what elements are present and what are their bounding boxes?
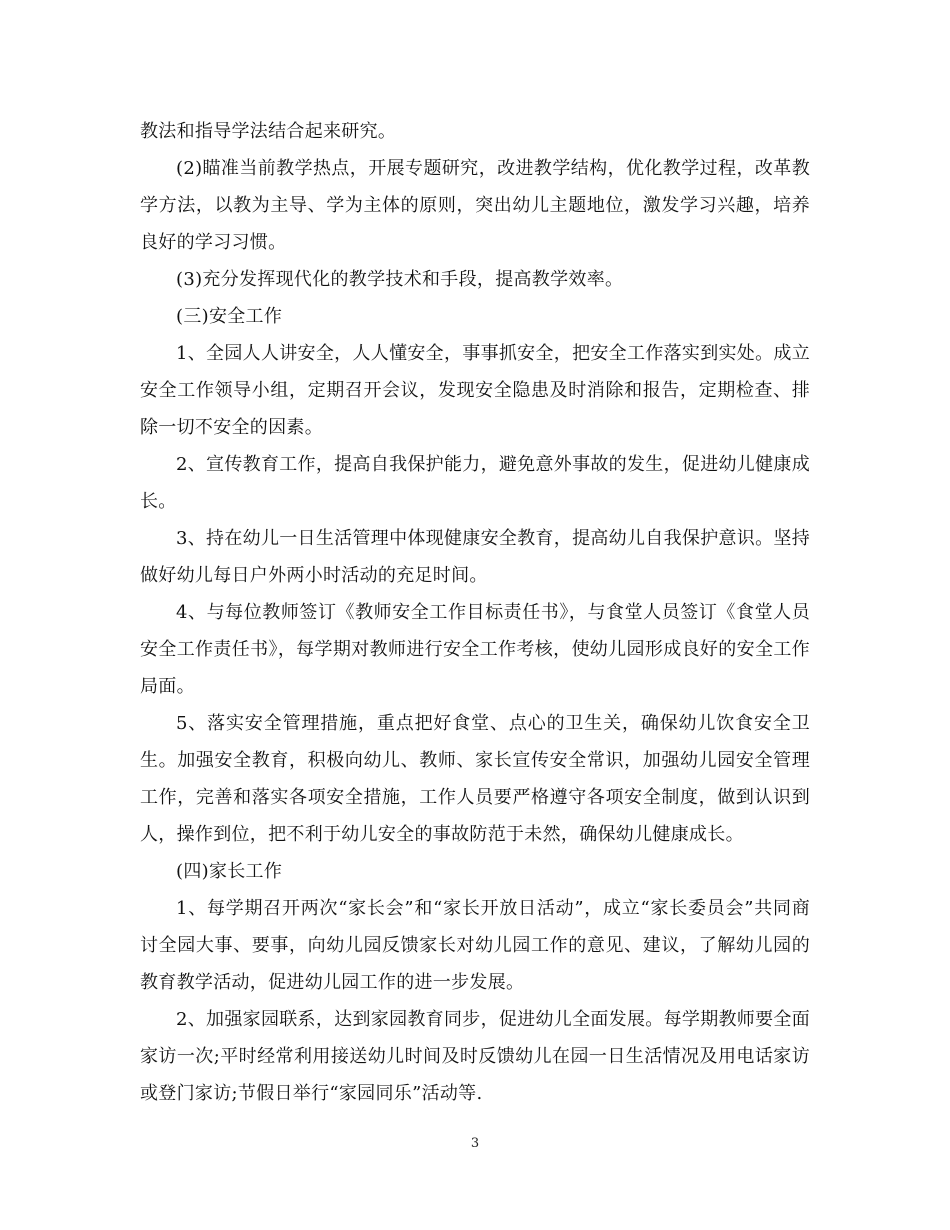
paragraph-teaching-item-3: (3)充分发挥现代化的教学技术和手段，提高教学效率。 — [176, 269, 624, 290]
paragraph-safety-item-1: 1、全园人人讲安全，人人懂安全，事事抓安全，把安全工作落实到实处。成立安全工作领导小组，定期召开会议，发现安全隐患及时消除和报告，定期检查、排除一切不安全的因素。 — [140, 343, 810, 438]
paragraph-parents-item-2: 2、加强家园联系，达到家园教育同步，促进幼儿全面发展。每学期教师要全面家访一次;平时经常利用接送幼儿时间及时反馈幼儿在园一日生活情况及用电话家访或登门家访;节假日举行“家园同乐”活动等. — [140, 1009, 810, 1104]
paragraph-parents-item-1: 1、每学期召开两次“家长会”和“家长开放日活动”，成立“家长委员会”共同商讨全园大事、要事，向幼儿园反馈家长对幼儿园工作的意见、建议，了解幼儿园的教育教学活动，促进幼儿园工作的进一步发展。 — [140, 898, 810, 993]
paragraph-safety-item-2: 2、宣传教育工作，提高自我保护能力，避免意外事故的发生，促进幼儿健康成长。 — [140, 454, 810, 512]
paragraph-safety-item-5: 5、落实安全管理措施，重点把好食堂、点心的卫生关，确保幼儿饮食安全卫生。加强安全教育，积极向幼儿、教师、家长宣传安全常识，加强幼儿园安全管理工作，完善和落实各项安全措施，工作人员要严格遵守各项安全制度，做到认识到人，操作到位，把不利于幼儿安全的事故防范于未然，确保幼儿健康成长。 — [140, 713, 810, 845]
section-heading-parents: (四)家长工作 — [176, 861, 283, 882]
document-body — [140, 113, 810, 1112]
paragraph-teaching-item-2: (2)瞄准当前教学热点，开展专题研究，改进教学结构，优化教学过程，改革教学方法，以教为主导、学为主体的原则，突出幼儿主题地位，激发学习兴趣，培养良好的学习习惯。 — [140, 158, 810, 253]
page-number: 3 — [470, 1136, 480, 1151]
section-heading-safety: (三)安全工作 — [176, 306, 283, 327]
paragraph-safety-item-3: 3、持在幼儿一日生活管理中体现健康安全教育，提高幼儿自我保护意识。坚持做好幼儿每日户外两小时活动的充足时间。 — [140, 528, 810, 586]
paragraph-continuation: 教法和指导学法结合起来研究。 — [140, 121, 397, 142]
paragraph-safety-item-4: 4、与每位教师签订《教师安全工作目标责任书》，与食堂人员签订《食堂人员安全工作责任书》，每学期对教师进行安全工作考核，使幼儿园形成良好的安全工作局面。 — [140, 602, 810, 697]
